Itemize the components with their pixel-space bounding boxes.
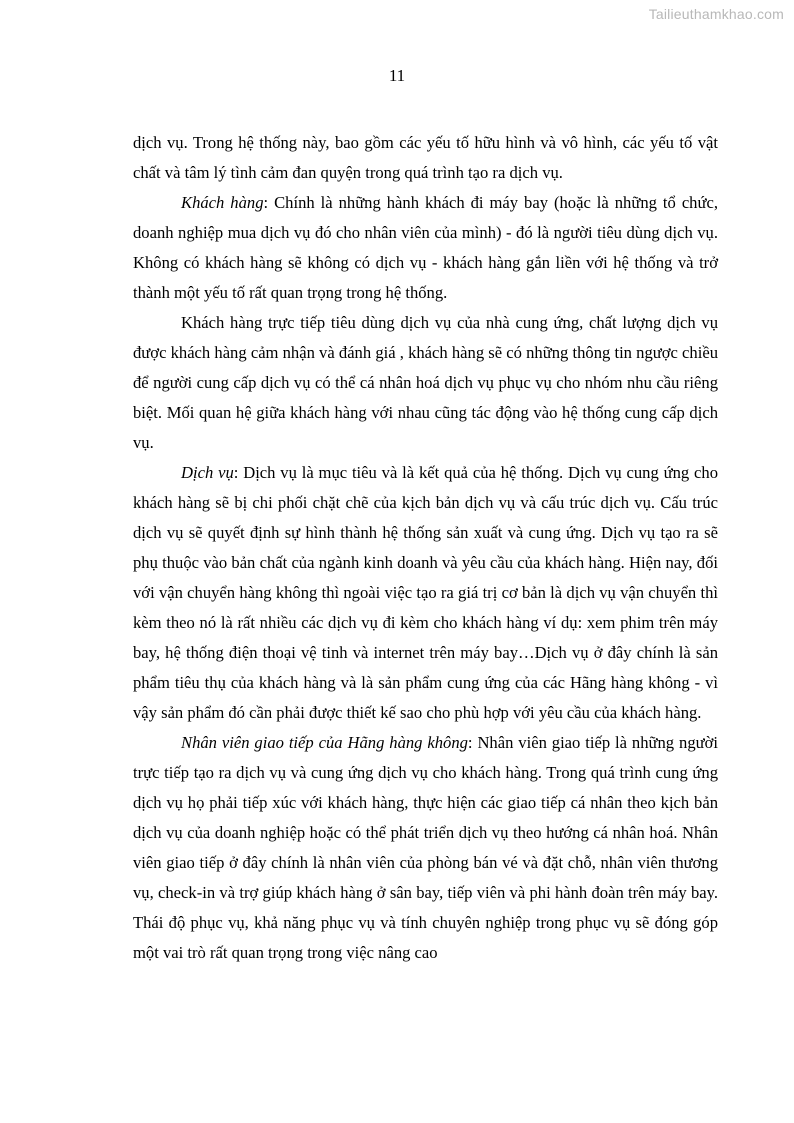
term-nhan-vien: Nhân viên giao tiếp của Hãng hàng không: [181, 733, 468, 752]
paragraph-dich-vu: [133, 458, 718, 728]
paragraph-text: : Chính là những hành khách đi máy bay (hoặc là những tổ chức, doanh nghiệp mua dịch vụ đó cho nhân viên của mình) - đó là người tiêu dùng dịch vụ. Không có khách hàng sẽ không có dịch vụ - khách hàng gắn liền với hệ thống và trở thành một yếu tố rất quan trọng trong hệ thống.: [133, 193, 718, 302]
term-khach-hang: Khách hàng: [181, 193, 264, 212]
paragraph-text: : Dịch vụ là mục tiêu và là kết quả của hệ thống. Dịch vụ cung ứng cho khách hàng sẽ bị chi phối chặt chẽ của kịch bản dịch vụ và cấu trúc dịch vụ. Cấu trúc dịch vụ sẽ quyết định sự hình thành hệ thống sản xuất và cung ứng. Dịch vụ tạo ra sẽ phụ thuộc vào bản chất của ngành kinh doanh và yêu cầu của khách hàng. Hiện nay, đối với vận chuyển hàng không thì ngoài việc tạo ra giá trị cơ bản là dịch vụ vận chuyển thì kèm theo nó là rất nhiều các dịch vụ đi kèm cho khách hàng ví dụ: xem phim trên máy bay, hệ thống điện thoại vệ tinh và internet trên máy bay…Dịch vụ ở đây chính là sản phẩm tiêu thụ của khách hàng và là sản phẩm cung ứng của các Hãng hàng không - vì vậy sản phẩm đó cần phải được thiết kế sao cho phù hợp với yêu cầu của khách hàng.: [133, 463, 718, 722]
paragraph-continuation: [133, 128, 718, 188]
paragraph-khach-hang: [133, 188, 718, 308]
page-number: 11: [388, 66, 406, 85]
paragraph-text: Khách hàng trực tiếp tiêu dùng dịch vụ của nhà cung ứng, chất lượng dịch vụ được khách hàng cảm nhận và đánh giá , khách hàng sẽ có những thông tin ngược chiều để người cung cấp dịch vụ có thể cá nhân hoá dịch vụ phục vụ cho nhóm nhu cầu riêng biệt. Mối quan hệ giữa khách hàng với nhau cũng tác động vào hệ thống cung cấp dịch vụ.: [133, 313, 718, 452]
watermark-text: Tailieuthamkhao.com: [648, 6, 784, 22]
paragraph-text: : Nhân viên giao tiếp là những người trực tiếp tạo ra dịch vụ và cung ứng dịch vụ cho khách hàng. Trong quá trình cung ứng dịch vụ họ phải tiếp xúc với khách hàng, thực hiện các giao tiếp cá nhân theo kịch bản dịch vụ của doanh nghiệp hoặc có thể phát triển dịch vụ theo hướng cá nhân hoá. Nhân viên giao tiếp ở đây chính là nhân viên của phòng bán vé và đặt chỗ, nhân viên thương vụ, check-in và trợ giúp khách hàng ở sân bay, tiếp viên và phi hành đoàn trên máy bay. Thái độ phục vụ, khả năng phục vụ và tính chuyên nghiệp trong phục vụ sẽ đóng góp một vai trò rất quan trọng trong việc nâng cao: [133, 733, 718, 962]
term-dich-vu: Dịch vụ: [181, 463, 234, 482]
document-body: [133, 128, 718, 968]
paragraph-text: dịch vụ. Trong hệ thống này, bao gồm các yếu tố hữu hình và vô hình, các yếu tố vật chất và tâm lý tình cảm đan quyện trong quá trình tạo ra dịch vụ.: [133, 133, 718, 182]
paragraph-khach-hang-detail: [133, 308, 718, 458]
paragraph-nhan-vien: [133, 728, 718, 968]
